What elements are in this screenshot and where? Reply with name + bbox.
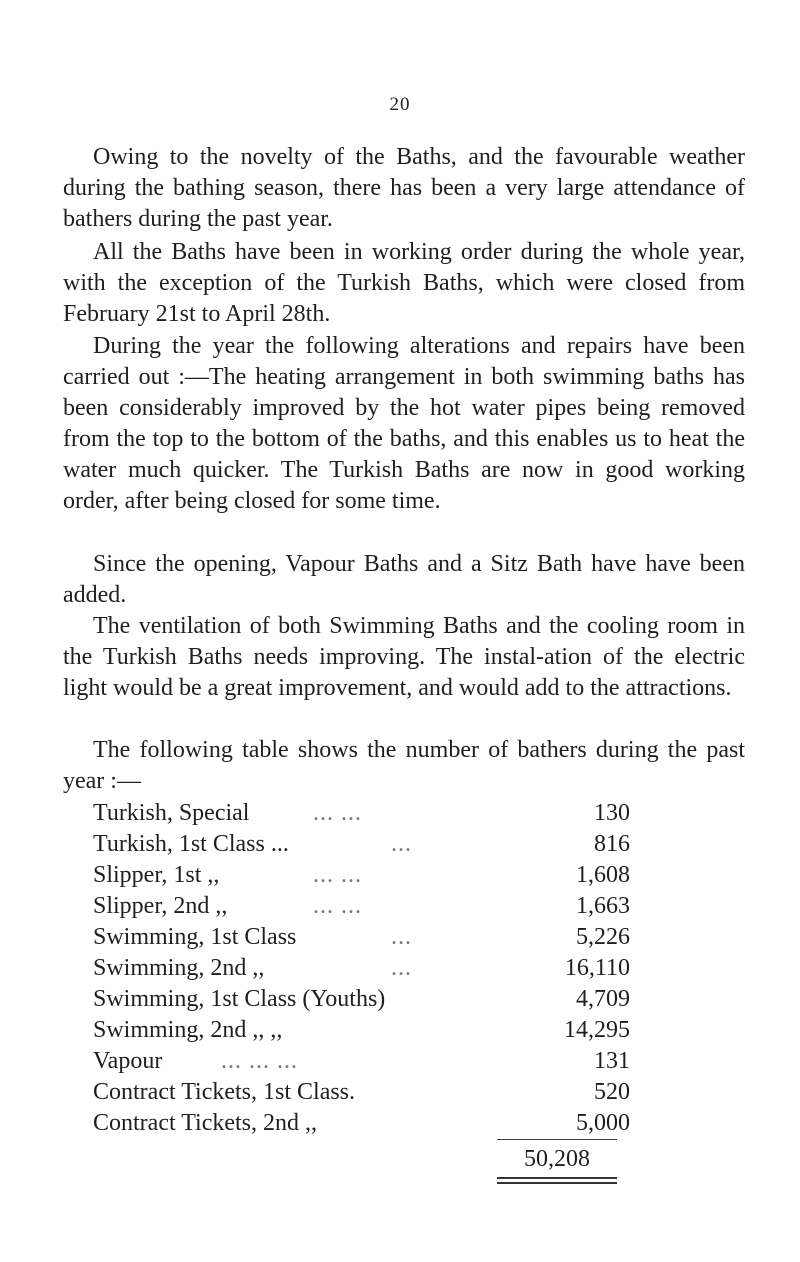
row-value: 816 <box>594 831 630 857</box>
row-label: Swimming, 2nd ,, ,, <box>93 1017 283 1043</box>
leader-dots: ... <box>391 955 412 981</box>
row-value: 520 <box>594 1079 630 1105</box>
table-row <box>93 1046 653 1077</box>
paragraph-vapour-baths: Since the opening, Vapour Baths and a Sitz Bath have have been added. <box>63 551 745 608</box>
row-label: Turkish, Special <box>93 800 250 826</box>
paragraph-ventilation: The ventilation of both Swimming Baths and the cooling room in the Turkish Baths needs improving. The instal-ation of the electric light would be a great improvement, and would add to the attractions. <box>63 613 745 701</box>
paragraph-table-intro: The following table shows the number of bathers during the past year :— <box>63 737 745 794</box>
table-row <box>93 798 653 829</box>
table-row <box>93 1015 653 1046</box>
leader-dots: ... ... <box>313 800 362 826</box>
paragraph-working-order: All the Baths have been in working order during the whole year, with the exception of the Turkish Baths, which were closed from February 21st to April 28th. <box>63 239 745 327</box>
table-row <box>93 891 653 922</box>
row-value: 4,709 <box>576 986 630 1012</box>
table-row <box>93 1108 653 1139</box>
row-value: 5,226 <box>576 924 630 950</box>
row-label: Turkish, 1st Class ... <box>93 831 289 857</box>
row-value: 131 <box>594 1048 630 1074</box>
row-label: Swimming, 2nd ,, <box>93 955 265 981</box>
total-double-rule <box>497 1177 617 1184</box>
row-label: Contract Tickets, 2nd ,, <box>93 1110 318 1136</box>
table-row <box>93 860 653 891</box>
sum-rule <box>497 1139 617 1140</box>
table-row <box>93 953 653 984</box>
table-row <box>93 829 653 860</box>
leader-dots: ... <box>391 924 412 950</box>
row-value: 130 <box>594 800 630 826</box>
paragraph-novelty: Owing to the novelty of the Baths, and the favourable weather during the bathing season, there has been a very large attendance of bathers during the past year. <box>63 144 745 232</box>
row-value: 1,608 <box>576 862 630 888</box>
row-label: Slipper, 2nd ,, <box>93 893 228 919</box>
table-total: 50,208 <box>524 1146 590 1172</box>
bathers-table <box>93 798 653 1139</box>
leader-dots: ... ... ... <box>221 1048 298 1074</box>
row-value: 16,110 <box>564 955 630 981</box>
page-number: 20 <box>389 94 411 115</box>
row-label: Contract Tickets, 1st Class. <box>93 1079 356 1105</box>
table-row <box>93 984 653 1015</box>
row-value: 1,663 <box>576 893 630 919</box>
row-value: 14,295 <box>564 1017 630 1043</box>
row-label: Vapour <box>93 1048 163 1074</box>
row-label: Swimming, 1st Class (Youths) <box>93 986 386 1012</box>
table-row <box>93 1077 653 1108</box>
row-label: Slipper, 1st ,, <box>93 862 220 888</box>
leader-dots: ... ... <box>313 893 362 919</box>
paragraph-alterations: During the year the following alterations and repairs have been carried out :—The heating arrangement in both swimming baths has been considerably improved by the hot water pipes being removed from the top to the bottom of the baths, and this enables us to heat the water much quicker. The Turkish Baths are now in good working order, after being closed for some time. <box>63 333 745 514</box>
leader-dots: ... <box>391 831 412 857</box>
row-value: 5,000 <box>576 1110 630 1136</box>
table-row <box>93 922 653 953</box>
row-label: Swimming, 1st Class <box>93 924 297 950</box>
leader-dots: ... ... <box>313 862 362 888</box>
